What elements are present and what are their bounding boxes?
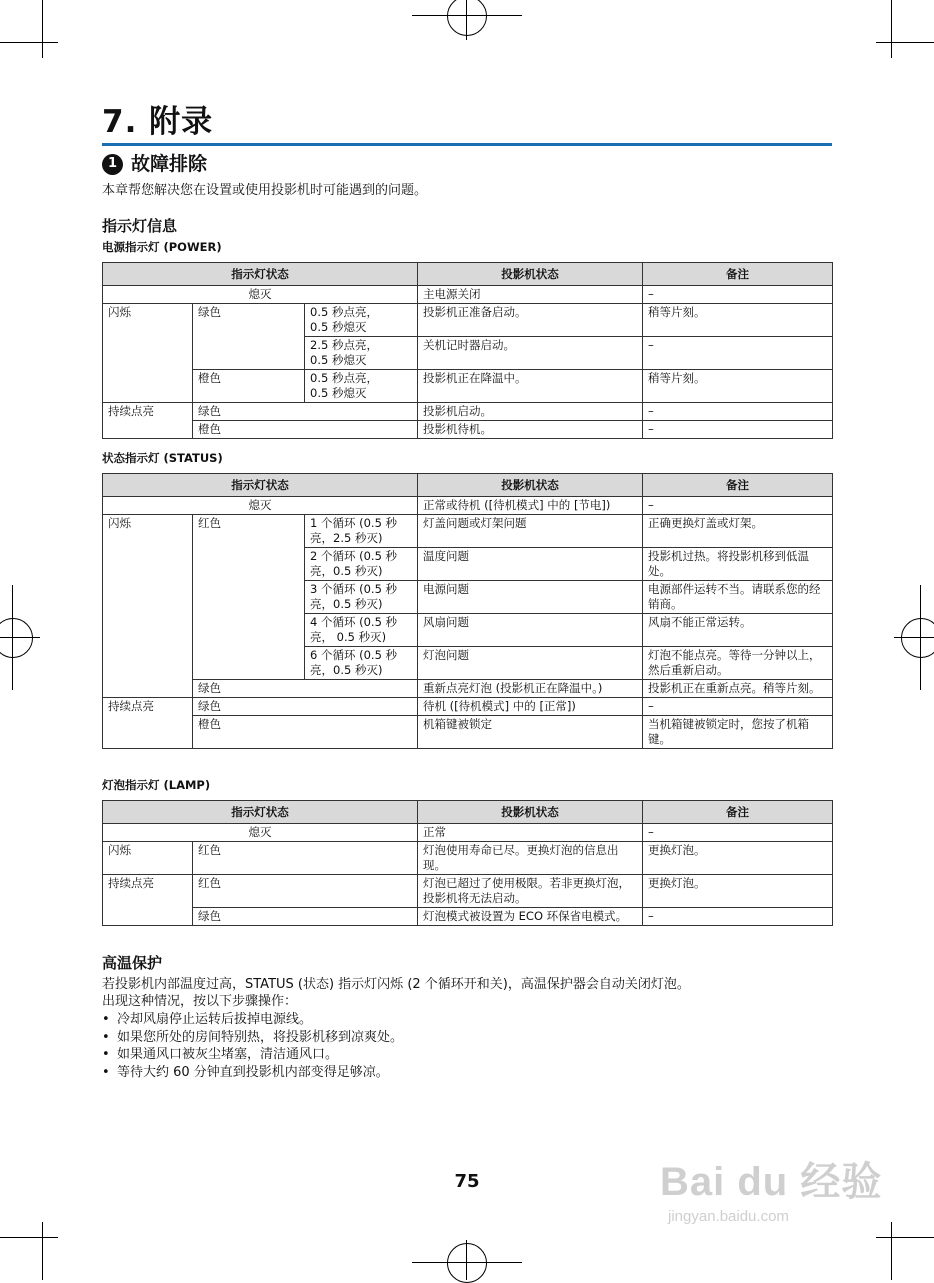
table-row xyxy=(103,716,833,749)
cell: 主电源关闭 xyxy=(418,286,643,304)
cell: 绿色 xyxy=(193,304,305,370)
cell: 持续点亮 xyxy=(103,875,193,926)
overheat-instruction: 出现这种情况，按以下步骤操作： xyxy=(102,994,298,1009)
cell: 绿色 xyxy=(193,680,418,698)
cell: 风扇问题 xyxy=(418,614,643,647)
cell: 绿色 xyxy=(193,908,418,926)
list-item: • 如果您所处的房间特别热，将投影机移到凉爽处。 xyxy=(102,1029,404,1045)
status-table xyxy=(102,473,833,749)
header-projector: 投影机状态 xyxy=(418,474,643,497)
header-note: 备注 xyxy=(643,263,833,286)
table-row xyxy=(103,370,833,403)
step-text: 等待大约 60 分钟直到投影机内部变得足够凉。 xyxy=(117,1064,389,1080)
cell: 闪烁 xyxy=(103,304,193,403)
chapter-title: 7. 附录 xyxy=(102,104,214,140)
step-text: 如果您所处的房间特别热，将投影机移到凉爽处。 xyxy=(117,1029,404,1045)
header-note: 备注 xyxy=(643,801,833,824)
cell: 红色 xyxy=(193,875,418,908)
cell: 灯泡已超过了使用极限。若非更换灯泡，投影机将无法启动。 xyxy=(418,875,643,908)
cell: 灯泡不能点亮。等待一分钟以上，然后重新启动。 xyxy=(643,647,833,680)
cell: 机箱键被锁定 xyxy=(418,716,643,749)
page-number: 75 xyxy=(454,1171,480,1192)
cell: 投影机正准备启动。 xyxy=(418,304,643,337)
table-row xyxy=(103,421,833,439)
cell: 灯泡模式被设置为 ECO 环保省电模式。 xyxy=(418,908,643,926)
cell: 2.5 秒点亮， 0.5 秒熄灭 xyxy=(305,337,418,370)
section-number-badge: 1 xyxy=(102,154,123,175)
power-table xyxy=(102,262,833,439)
table-row xyxy=(103,842,833,875)
list-item: • 等待大约 60 分钟直到投影机内部变得足够凉。 xyxy=(102,1064,389,1080)
table-row xyxy=(103,286,833,304)
cell: 温度问题 xyxy=(418,548,643,581)
cell: 4 个循环 (0.5 秒亮， 0.5 秒灭) xyxy=(305,614,418,647)
section-title xyxy=(102,151,207,177)
header-projector: 投影机状态 xyxy=(418,801,643,824)
table-row xyxy=(103,824,833,842)
lamp-table-title: 灯泡指示灯 (LAMP) xyxy=(102,778,211,792)
cell: 稍等片刻。 xyxy=(643,304,833,337)
cell: – xyxy=(643,337,833,370)
table-header-row xyxy=(103,801,833,824)
table-header-row xyxy=(103,263,833,286)
cell: 投影机正在重新点亮。稍等片刻。 xyxy=(643,680,833,698)
cell: 绿色 xyxy=(193,698,418,716)
cell: – xyxy=(643,403,833,421)
cell: 灯盖问题或灯架问题 xyxy=(418,515,643,548)
cell: 6 个循环 (0.5 秒亮，0.5 秒灭) xyxy=(305,647,418,680)
cell: 熄灭 xyxy=(103,286,418,304)
status-table-title: 状态指示灯 (STATUS) xyxy=(102,451,223,465)
cell: – xyxy=(643,421,833,439)
cell: 投影机待机。 xyxy=(418,421,643,439)
header-note: 备注 xyxy=(643,474,833,497)
cell: 灯泡使用寿命已尽。更换灯泡的信息出现。 xyxy=(418,842,643,875)
cell: – xyxy=(643,497,833,515)
table-header-row xyxy=(103,474,833,497)
cell: 熄灭 xyxy=(103,497,418,515)
cell: 1 个循环 (0.5 秒亮，2.5 秒灭) xyxy=(305,515,418,548)
table-row xyxy=(103,908,833,926)
cell: 熄灭 xyxy=(103,824,418,842)
header-projector: 投影机状态 xyxy=(418,263,643,286)
list-item: • 如果通风口被灰尘堵塞，清洁通风口。 xyxy=(102,1047,339,1062)
cell: – xyxy=(643,824,833,842)
indicator-heading: 指示灯信息 xyxy=(102,217,178,235)
step-text: 冷却风扇停止运转后拔掉电源线。 xyxy=(117,1012,313,1027)
intro-text: 本章帮您解决您在设置或使用投影机时可能遇到的问题。 xyxy=(102,183,428,198)
cell: 投影机启动。 xyxy=(418,403,643,421)
list-item: • 冷却风扇停止运转后拔掉电源线。 xyxy=(102,1012,313,1027)
cell: 橙色 xyxy=(193,370,305,403)
table-row xyxy=(103,680,833,698)
header-indicator: 指示灯状态 xyxy=(103,474,418,497)
cell: 3 个循环 (0.5 秒亮，0.5 秒灭) xyxy=(305,581,418,614)
cell: 电源问题 xyxy=(418,581,643,614)
cell: – xyxy=(643,286,833,304)
table-row xyxy=(103,698,833,716)
power-table-title: 电源指示灯 (POWER) xyxy=(102,240,222,254)
overheat-steps xyxy=(102,1011,403,1081)
cell: – xyxy=(643,698,833,716)
cell: 待机 ([待机模式] 中的 [正常]) xyxy=(418,698,643,716)
baidu-watermark xyxy=(660,1150,883,1225)
cell: 投影机正在降温中。 xyxy=(418,370,643,403)
cell: 持续点亮 xyxy=(103,698,193,749)
watermark-url: jingyan.baidu.com xyxy=(668,1208,789,1225)
cell: 橙色 xyxy=(193,421,418,439)
cell: 红色 xyxy=(193,515,305,680)
cell: 风扇不能正常运转。 xyxy=(643,614,833,647)
cell: 正常或待机 ([待机模式] 中的 [节电]) xyxy=(418,497,643,515)
cell: 重新点亮灯泡 (投影机正在降温中。) xyxy=(418,680,643,698)
cell: 更换灯泡。 xyxy=(643,875,833,908)
table-row xyxy=(103,304,833,337)
cell: 稍等片刻。 xyxy=(643,370,833,403)
cell: 投影机过热。将投影机移到低温处。 xyxy=(643,548,833,581)
table-row xyxy=(103,875,833,908)
cell: – xyxy=(643,908,833,926)
header-indicator: 指示灯状态 xyxy=(103,263,418,286)
cell: 绿色 xyxy=(193,403,418,421)
cell: 当机箱键被锁定时，您按了机箱键。 xyxy=(643,716,833,749)
table-row xyxy=(103,497,833,515)
cell: 0.5 秒点亮， 0.5 秒熄灭 xyxy=(305,370,418,403)
cell: 闪烁 xyxy=(103,842,193,875)
cell: 灯泡问题 xyxy=(418,647,643,680)
overheat-text: 若投影机内部温度过高，STATUS (状态) 指示灯闪烁 (2 个循环开和关)，高温保护器会自动关闭灯泡。 xyxy=(102,977,690,992)
cell: 闪烁 xyxy=(103,515,193,698)
cell: 0.5 秒点亮， 0.5 秒熄灭 xyxy=(305,304,418,337)
cell: 电源部件运转不当。请联系您的经销商。 xyxy=(643,581,833,614)
cell: 2 个循环 (0.5 秒亮，0.5 秒灭) xyxy=(305,548,418,581)
overheat-heading: 高温保护 xyxy=(102,954,163,972)
cell: 关机记时器启动。 xyxy=(418,337,643,370)
cell: 更换灯泡。 xyxy=(643,842,833,875)
table-row xyxy=(103,515,833,548)
header-indicator: 指示灯状态 xyxy=(103,801,418,824)
watermark-brand: Bai du 经验 xyxy=(660,1160,883,1204)
chapter-rule xyxy=(102,143,832,146)
table-row xyxy=(103,403,833,421)
cell: 橙色 xyxy=(193,716,418,749)
section-title-text: 故障排除 xyxy=(131,153,208,175)
cell: 持续点亮 xyxy=(103,403,193,439)
cell: 正确更换灯盖或灯架。 xyxy=(643,515,833,548)
cell: 红色 xyxy=(193,842,418,875)
step-text: 如果通风口被灰尘堵塞，清洁通风口。 xyxy=(117,1047,339,1062)
lamp-table xyxy=(102,800,833,926)
cell: 正常 xyxy=(418,824,643,842)
